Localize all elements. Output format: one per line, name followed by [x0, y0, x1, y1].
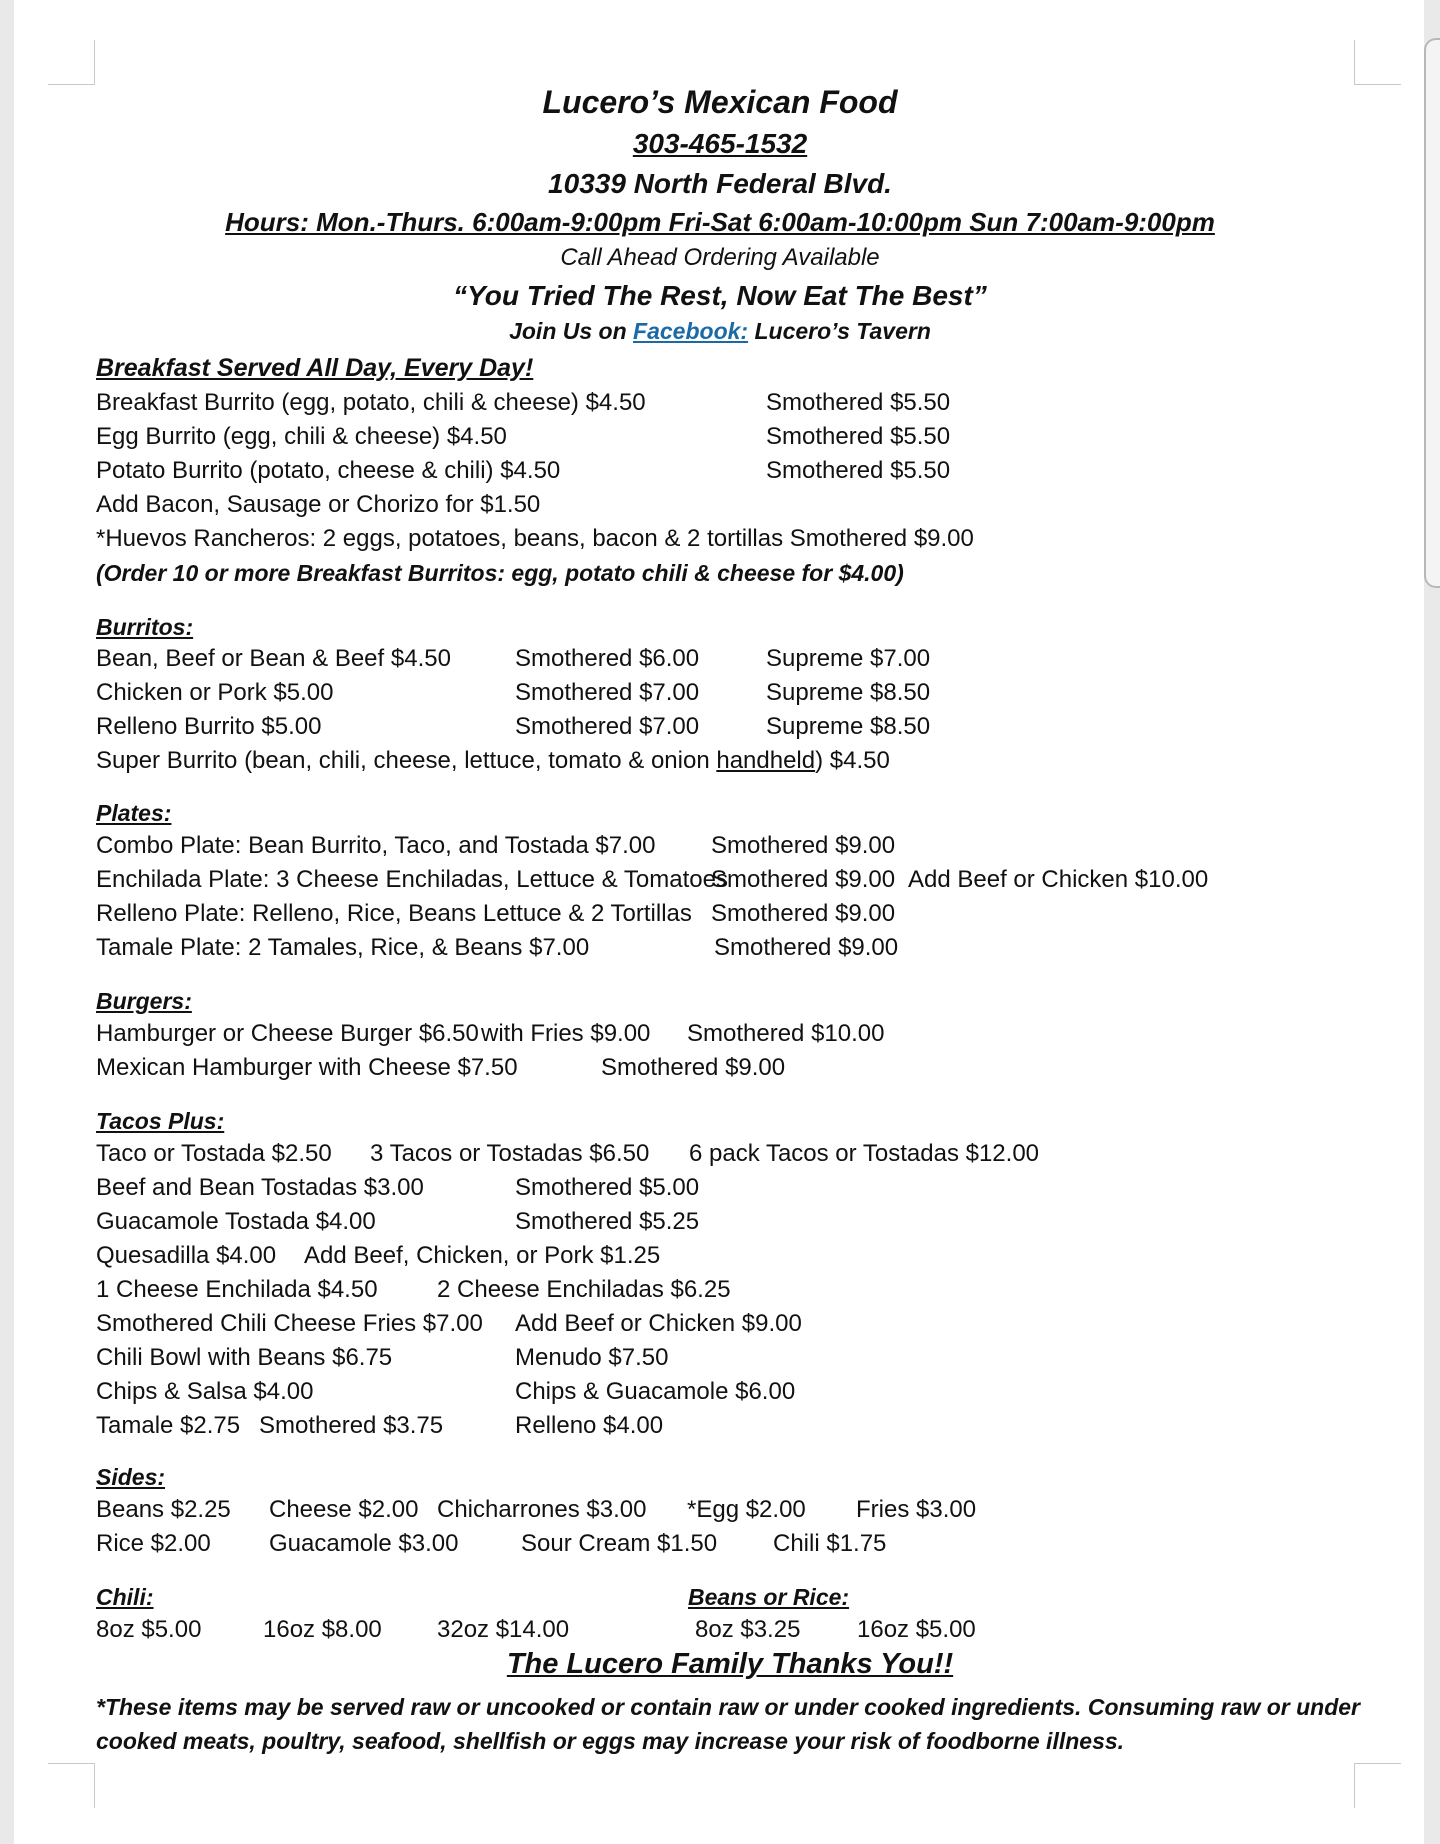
side-item: Rice $2.00: [96, 1530, 211, 1557]
side-item: Fries $3.00: [856, 1496, 977, 1523]
menu-item: 6 pack Tacos or Tostadas $12.00: [689, 1140, 1040, 1167]
super-burrito: [96, 747, 890, 775]
smothered-price: Smothered $9.00: [711, 832, 896, 859]
menu-item: 1 Cheese Enchilada $4.50: [96, 1276, 378, 1303]
menu-item: Combo Plate: Bean Burrito, Taco, and Tostada $7.00: [96, 832, 656, 859]
smothered-price: Smothered $5.00: [515, 1174, 700, 1201]
supreme-price: Supreme $8.50: [766, 713, 931, 740]
smothered-price: Smothered $5.50: [766, 423, 951, 450]
side-item: Sour Cream $1.50: [521, 1530, 718, 1557]
beans-rice-heading: Beans or Rice:: [688, 1584, 850, 1610]
menu-item: Menudo $7.50: [515, 1344, 669, 1371]
burritos-heading: Burritos:: [96, 614, 194, 640]
smothered-price: Smothered $7.00: [515, 713, 700, 740]
restaurant-name: Lucero’s Mexican Food: [542, 84, 898, 120]
add-on-price: Add Beef or Chicken $10.00: [908, 866, 1209, 893]
facebook-line: [0, 318, 1440, 345]
menu-item: Beef and Bean Tostadas $3.00: [96, 1174, 424, 1201]
side-item: *Egg $2.00: [687, 1496, 806, 1523]
page-corner-mark: [1354, 1763, 1401, 1808]
beans-rice-size: 8oz $3.25: [695, 1616, 801, 1643]
side-item: Beans $2.25: [96, 1496, 231, 1523]
smothered-price: Smothered $9.00: [601, 1054, 786, 1081]
chili-size: 16oz $8.00: [263, 1616, 382, 1643]
hours: Hours: Mon.-Thurs. 6:00am-9:00pm Fri-Sat 6:00am-10:00pm Sun 7:00am-9:00pm: [225, 207, 1215, 237]
menu-item: Enchilada Plate: 3 Cheese Enchiladas, Lettuce & Tomatoes: [96, 866, 728, 893]
menu-item: Guacamole Tostada $4.00: [96, 1208, 376, 1235]
burgers-heading: Burgers:: [96, 988, 192, 1014]
supreme-price: Supreme $7.00: [766, 645, 931, 672]
slogan: “You Tried The Rest, Now Eat The Best”: [453, 280, 987, 311]
facebook-prefix: Join Us on: [509, 318, 634, 344]
page-corner-mark: [48, 40, 95, 85]
menu-item: Hamburger or Cheese Burger $6.50: [96, 1020, 479, 1047]
menu-item: Chili Bowl with Beans $6.75: [96, 1344, 393, 1371]
menu-item: Relleno Plate: Relleno, Rice, Beans Lettuce & 2 Tortillas: [96, 900, 692, 927]
menu-item: Quesadilla $4.00: [96, 1242, 277, 1269]
page-corner-mark: [48, 1763, 95, 1808]
menu-item: Chicken or Pork $5.00: [96, 679, 334, 706]
menu-item: Chips & Guacamole $6.00: [515, 1378, 796, 1405]
smothered-price: Smothered $9.00: [711, 900, 896, 927]
add-on-price: Add Beef, Chicken, or Pork $1.25: [304, 1242, 661, 1269]
menu-item: Mexican Hamburger with Cheese $7.50: [96, 1054, 518, 1081]
menu-item: Breakfast Burrito (egg, potato, chili & cheese) $4.50: [96, 389, 646, 416]
smothered-price: Smothered $5.50: [766, 457, 951, 484]
phone-number[interactable]: 303-465-1532: [632, 128, 808, 159]
add-on-item: Add Bacon, Sausage or Chorizo for $1.50: [96, 491, 541, 518]
beans-rice-size: 16oz $5.00: [857, 1616, 976, 1643]
side-item: Cheese $2.00: [269, 1496, 419, 1523]
add-on-price: Add Beef or Chicken $9.00: [515, 1310, 802, 1337]
huevos-rancheros: *Huevos Rancheros: 2 eggs, potatoes, beans, bacon & 2 tortillas Smothered $9.00: [96, 525, 974, 552]
sides-heading: Sides:: [96, 1464, 166, 1490]
smothered-price: Smothered $6.00: [515, 645, 700, 672]
super-burrito-price: ) $4.50: [815, 747, 890, 774]
breakfast-heading: Breakfast Served All Day, Every Day!: [96, 354, 534, 382]
fries-price: with Fries $9.00: [481, 1020, 651, 1047]
menu-item: Relleno Burrito $5.00: [96, 713, 322, 740]
menu-item: Tamale Plate: 2 Tamales, Rice, & Beans $7.00: [96, 934, 590, 961]
side-item: Guacamole $3.00: [269, 1530, 459, 1557]
menu-item: Relleno $4.00: [515, 1412, 664, 1439]
supreme-price: Supreme $8.50: [766, 679, 931, 706]
chili-size: 8oz $5.00: [96, 1616, 202, 1643]
thank-you-note: The Lucero Family Thanks You!!: [506, 1648, 954, 1680]
menu-item: Taco or Tostada $2.50: [96, 1140, 332, 1167]
tacos-heading: Tacos Plus:: [96, 1108, 225, 1134]
chili-size: 32oz $14.00: [437, 1616, 570, 1643]
smothered-price: Smothered $5.50: [766, 389, 951, 416]
disclaimer-line-1: *These items may be served raw or uncooked or contain raw or under cooked ingredients. Consuming raw or under: [96, 1694, 1361, 1720]
menu-item: Egg Burrito (egg, chili & cheese) $4.50: [96, 423, 507, 450]
menu-item: 2 Cheese Enchiladas $6.25: [437, 1276, 731, 1303]
disclaimer-line-2: cooked meats, poultry, seafood, shellfish or eggs may increase your risk of foodborne illness.: [96, 1728, 1125, 1754]
menu-item: Potato Burrito (potato, cheese & chili) $4.50: [96, 457, 561, 484]
handheld-link[interactable]: handheld: [716, 747, 816, 774]
menu-item: Bean, Beef or Bean & Beef $4.50: [96, 645, 451, 672]
smothered-price: Smothered $10.00: [687, 1020, 885, 1047]
bulk-order-note: (Order 10 or more Breakfast Burritos: egg, potato chili & cheese for $4.00): [96, 560, 904, 586]
smothered-price: Smothered $7.00: [515, 679, 700, 706]
side-item: Chili $1.75: [773, 1530, 887, 1557]
menu-item: Smothered Chili Cheese Fries $7.00: [96, 1310, 483, 1337]
facebook-link[interactable]: Facebook:: [633, 318, 749, 344]
plates-heading: Plates:: [96, 800, 172, 826]
page-corner-mark: [1354, 40, 1401, 85]
menu-item: 3 Tacos or Tostadas $6.50: [370, 1140, 650, 1167]
menu-item: Tamale $2.75: [96, 1412, 241, 1439]
address: 10339 North Federal Blvd.: [548, 168, 892, 199]
smothered-price: Smothered $5.25: [515, 1208, 700, 1235]
smothered-price: Smothered $9.00: [714, 934, 899, 961]
menu-item: Chips & Salsa $4.00: [96, 1378, 314, 1405]
call-ahead-note: Call Ahead Ordering Available: [560, 244, 880, 271]
smothered-price: Smothered $9.00: [711, 866, 896, 893]
chili-heading: Chili:: [96, 1584, 154, 1610]
facebook-suffix: Lucero’s Tavern: [748, 318, 931, 344]
side-item: Chicharrones $3.00: [437, 1496, 647, 1523]
smothered-price: Smothered $3.75: [259, 1412, 444, 1439]
super-burrito-text: Super Burrito (bean, chili, cheese, lettuce, tomato & onion: [96, 747, 717, 774]
